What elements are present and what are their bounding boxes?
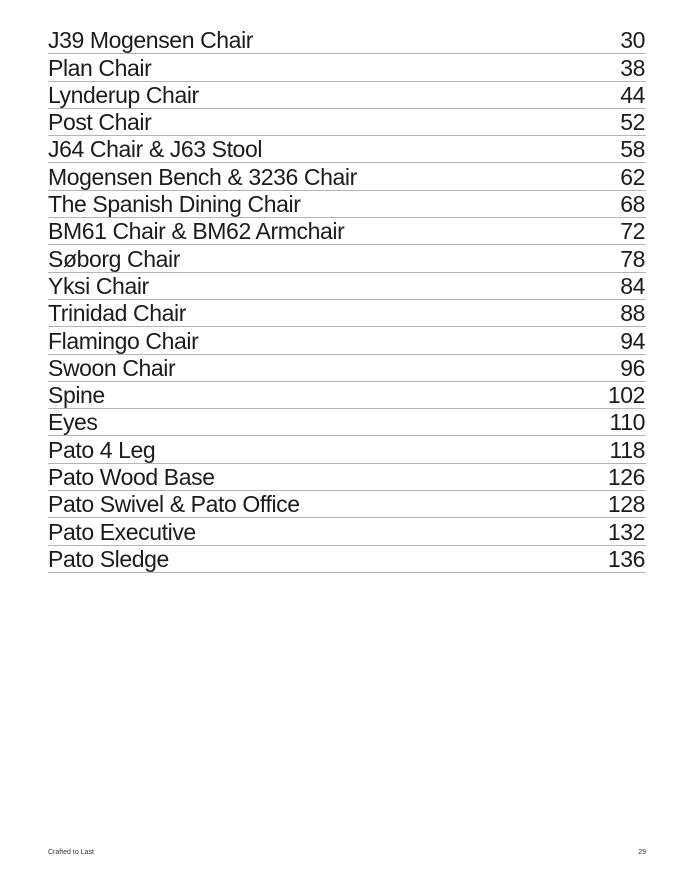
toc-entry-page: 110 xyxy=(609,409,645,436)
toc-entry-page: 118 xyxy=(609,436,645,463)
toc-entry-page: 128 xyxy=(607,491,645,518)
toc-entry-name: Pato Executive xyxy=(48,518,196,545)
toc-entry[interactable] xyxy=(48,382,646,409)
toc-entry[interactable] xyxy=(48,409,646,436)
toc-entry-name: Yksi Chair xyxy=(48,272,149,299)
toc-entry-name: J64 Chair & J63 Stool xyxy=(48,136,263,163)
toc-entry[interactable] xyxy=(48,27,646,54)
toc-entry[interactable] xyxy=(48,163,646,190)
toc-entry-name: Pato Swivel & Pato Office xyxy=(48,491,300,518)
toc-entry-name: Spine xyxy=(48,382,105,409)
toc-entry[interactable] xyxy=(48,82,646,109)
toc-entry-name: Lynderup Chair xyxy=(48,81,199,108)
toc-entry[interactable] xyxy=(48,136,646,163)
toc-entry-page: 62 xyxy=(620,163,645,190)
footer-title: Crafted to Last xyxy=(48,849,94,856)
toc-entry[interactable] xyxy=(48,300,646,327)
toc-entry-page: 44 xyxy=(620,81,645,108)
toc-entry-name: Plan Chair xyxy=(48,54,152,81)
toc-entry[interactable] xyxy=(48,327,646,354)
toc-entry[interactable] xyxy=(48,518,646,545)
toc-entry-name: Pato 4 Leg xyxy=(48,436,156,463)
toc-entry-name: BM61 Chair & BM62 Armchair xyxy=(48,218,345,245)
toc-entry-name: Trinidad Chair xyxy=(48,300,186,327)
toc-entry-name: Mogensen Bench & 3236 Chair xyxy=(48,163,357,190)
toc-entry-page: 132 xyxy=(607,518,645,545)
toc-entry-name: The Spanish Dining Chair xyxy=(48,191,301,218)
toc-entry-page: 84 xyxy=(620,272,645,299)
toc-entry[interactable] xyxy=(48,355,646,382)
toc-entry-name: Eyes xyxy=(48,409,98,436)
toc-entry-name: Flamingo Chair xyxy=(48,327,199,354)
toc-entry-name: Swoon Chair xyxy=(48,354,176,381)
toc-entry[interactable] xyxy=(48,218,646,245)
toc-entry[interactable] xyxy=(48,245,646,272)
toc-entry-name: Pato Sledge xyxy=(48,545,169,572)
toc-entry-page: 126 xyxy=(607,464,645,491)
toc-entry-name: Pato Wood Base xyxy=(48,464,215,491)
toc-entry[interactable] xyxy=(48,491,646,518)
toc-entry[interactable] xyxy=(48,54,646,81)
toc-entry-page: 78 xyxy=(620,245,645,272)
toc-entry-page: 88 xyxy=(620,300,645,327)
toc-entry-page: 72 xyxy=(620,218,645,245)
toc-entry[interactable] xyxy=(48,546,646,573)
toc-entry-page: 30 xyxy=(620,27,645,54)
toc-entry[interactable] xyxy=(48,109,646,136)
toc-entry-page: 136 xyxy=(607,545,645,572)
footer-page-number: 29 xyxy=(638,849,646,856)
toc-entry-page: 58 xyxy=(620,136,645,163)
toc-entry-page: 38 xyxy=(620,54,645,81)
toc-entry-page: 96 xyxy=(620,354,645,381)
toc-entry-name: Søborg Chair xyxy=(48,245,180,272)
toc-entry-name: J39 Mogensen Chair xyxy=(48,27,254,54)
table-of-contents xyxy=(48,27,646,573)
toc-entry[interactable] xyxy=(48,464,646,491)
toc-entry[interactable] xyxy=(48,191,646,218)
page-footer xyxy=(48,848,646,857)
toc-entry-page: 102 xyxy=(607,382,645,409)
toc-entry[interactable] xyxy=(48,273,646,300)
toc-entry-page: 94 xyxy=(620,327,645,354)
toc-entry[interactable] xyxy=(48,436,646,463)
toc-entry-name: Post Chair xyxy=(48,109,152,136)
toc-entry-page: 68 xyxy=(620,191,645,218)
toc-entry-page: 52 xyxy=(620,109,645,136)
